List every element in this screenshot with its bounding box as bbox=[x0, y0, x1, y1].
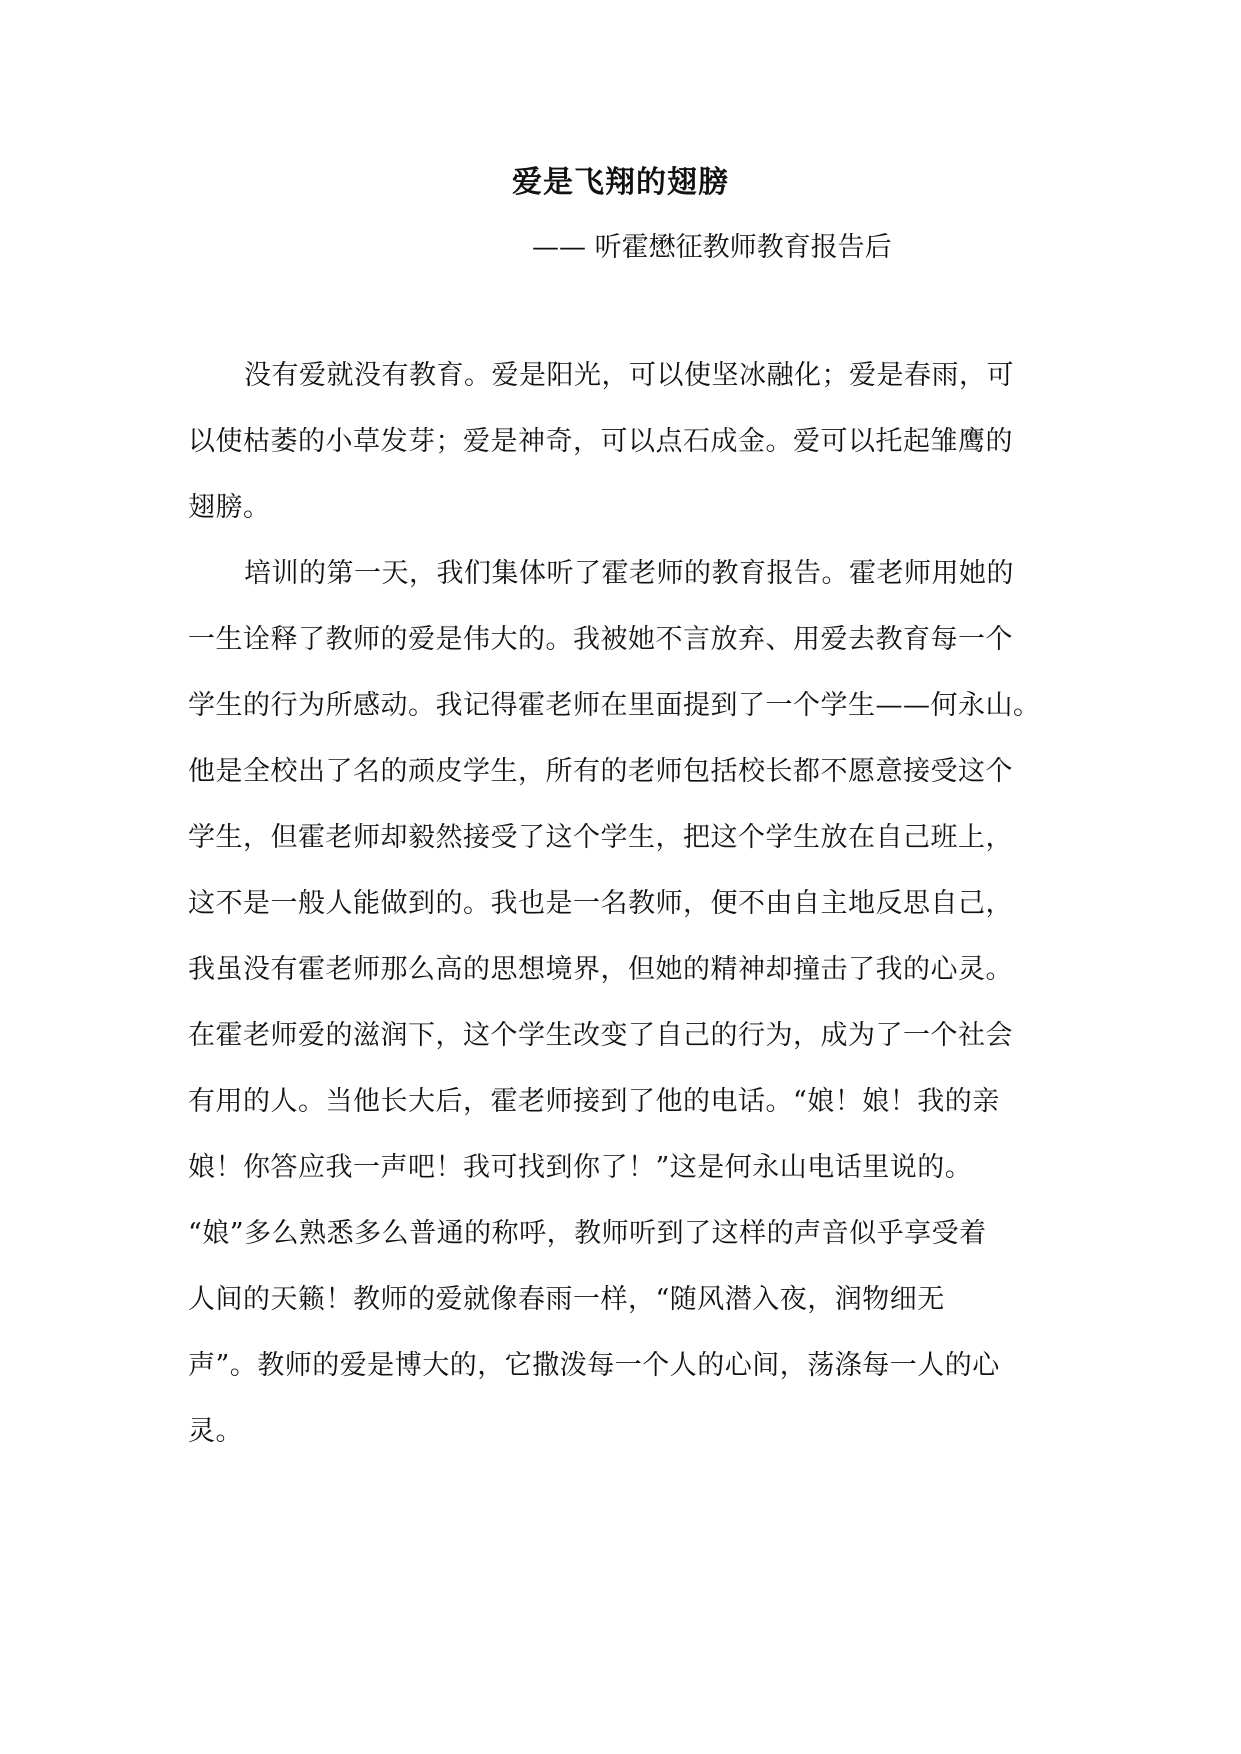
text-line: 学生的行为所感动。我记得霍老师在里面提到了一个学生——何永山。 bbox=[188, 690, 1041, 721]
document-subtitle: —— 听霍懋征教师教育报告后 bbox=[532, 232, 892, 263]
text-line: 人间的天籁！教师的爱就像春雨一样，“随风潜入夜，润物细无 bbox=[188, 1284, 945, 1315]
text-line: 灵。 bbox=[188, 1416, 243, 1447]
text-line: 一生诠释了教师的爱是伟大的。我被她不言放弃、用爱去教育每一个 bbox=[188, 624, 1013, 655]
text-line: 在霍老师爱的滋润下，这个学生改变了自己的行为，成为了一个社会 bbox=[188, 1020, 1013, 1051]
paragraph-2 bbox=[188, 554, 1058, 1478]
text-line: 有用的人。当他长大后，霍老师接到了他的电话。“娘！娘！我的亲 bbox=[188, 1086, 1000, 1117]
text-line: 翅膀。 bbox=[188, 492, 271, 523]
text-line: 这不是一般人能做到的。我也是一名教师，便不由自主地反思自己， bbox=[188, 888, 1013, 919]
text-line: 没有爱就没有教育。爱是阳光，可以使坚冰融化；爱是春雨，可 bbox=[244, 360, 1014, 391]
paragraph-1 bbox=[188, 356, 1058, 554]
text-line: 我虽没有霍老师那么高的思想境界，但她的精神却撞击了我的心灵。 bbox=[188, 954, 1013, 985]
document-title: 爱是飞翔的翅膀 bbox=[512, 165, 729, 200]
text-line: “娘”多么熟悉多么普通的称呼，教师听到了这样的声音似乎享受着 bbox=[188, 1218, 987, 1249]
text-line: 学生，但霍老师却毅然接受了这个学生，把这个学生放在自己班上， bbox=[188, 822, 1013, 853]
text-line: 娘！你答应我一声吧！我可找到你了！”这是何永山电话里说的。 bbox=[188, 1152, 973, 1183]
text-line: 培训的第一天，我们集体听了霍老师的教育报告。霍老师用她的 bbox=[244, 558, 1014, 589]
document-body bbox=[188, 356, 1058, 1478]
text-line: 声”。教师的爱是博大的，它撒泼每一个人的心间，荡涤每一人的心 bbox=[188, 1350, 1000, 1381]
text-line: 他是全校出了名的顽皮学生，所有的老师包括校长都不愿意接受这个 bbox=[188, 756, 1013, 787]
text-line: 以使枯萎的小草发芽；爱是神奇，可以点石成金。爱可以托起雏鹰的 bbox=[188, 426, 1013, 457]
